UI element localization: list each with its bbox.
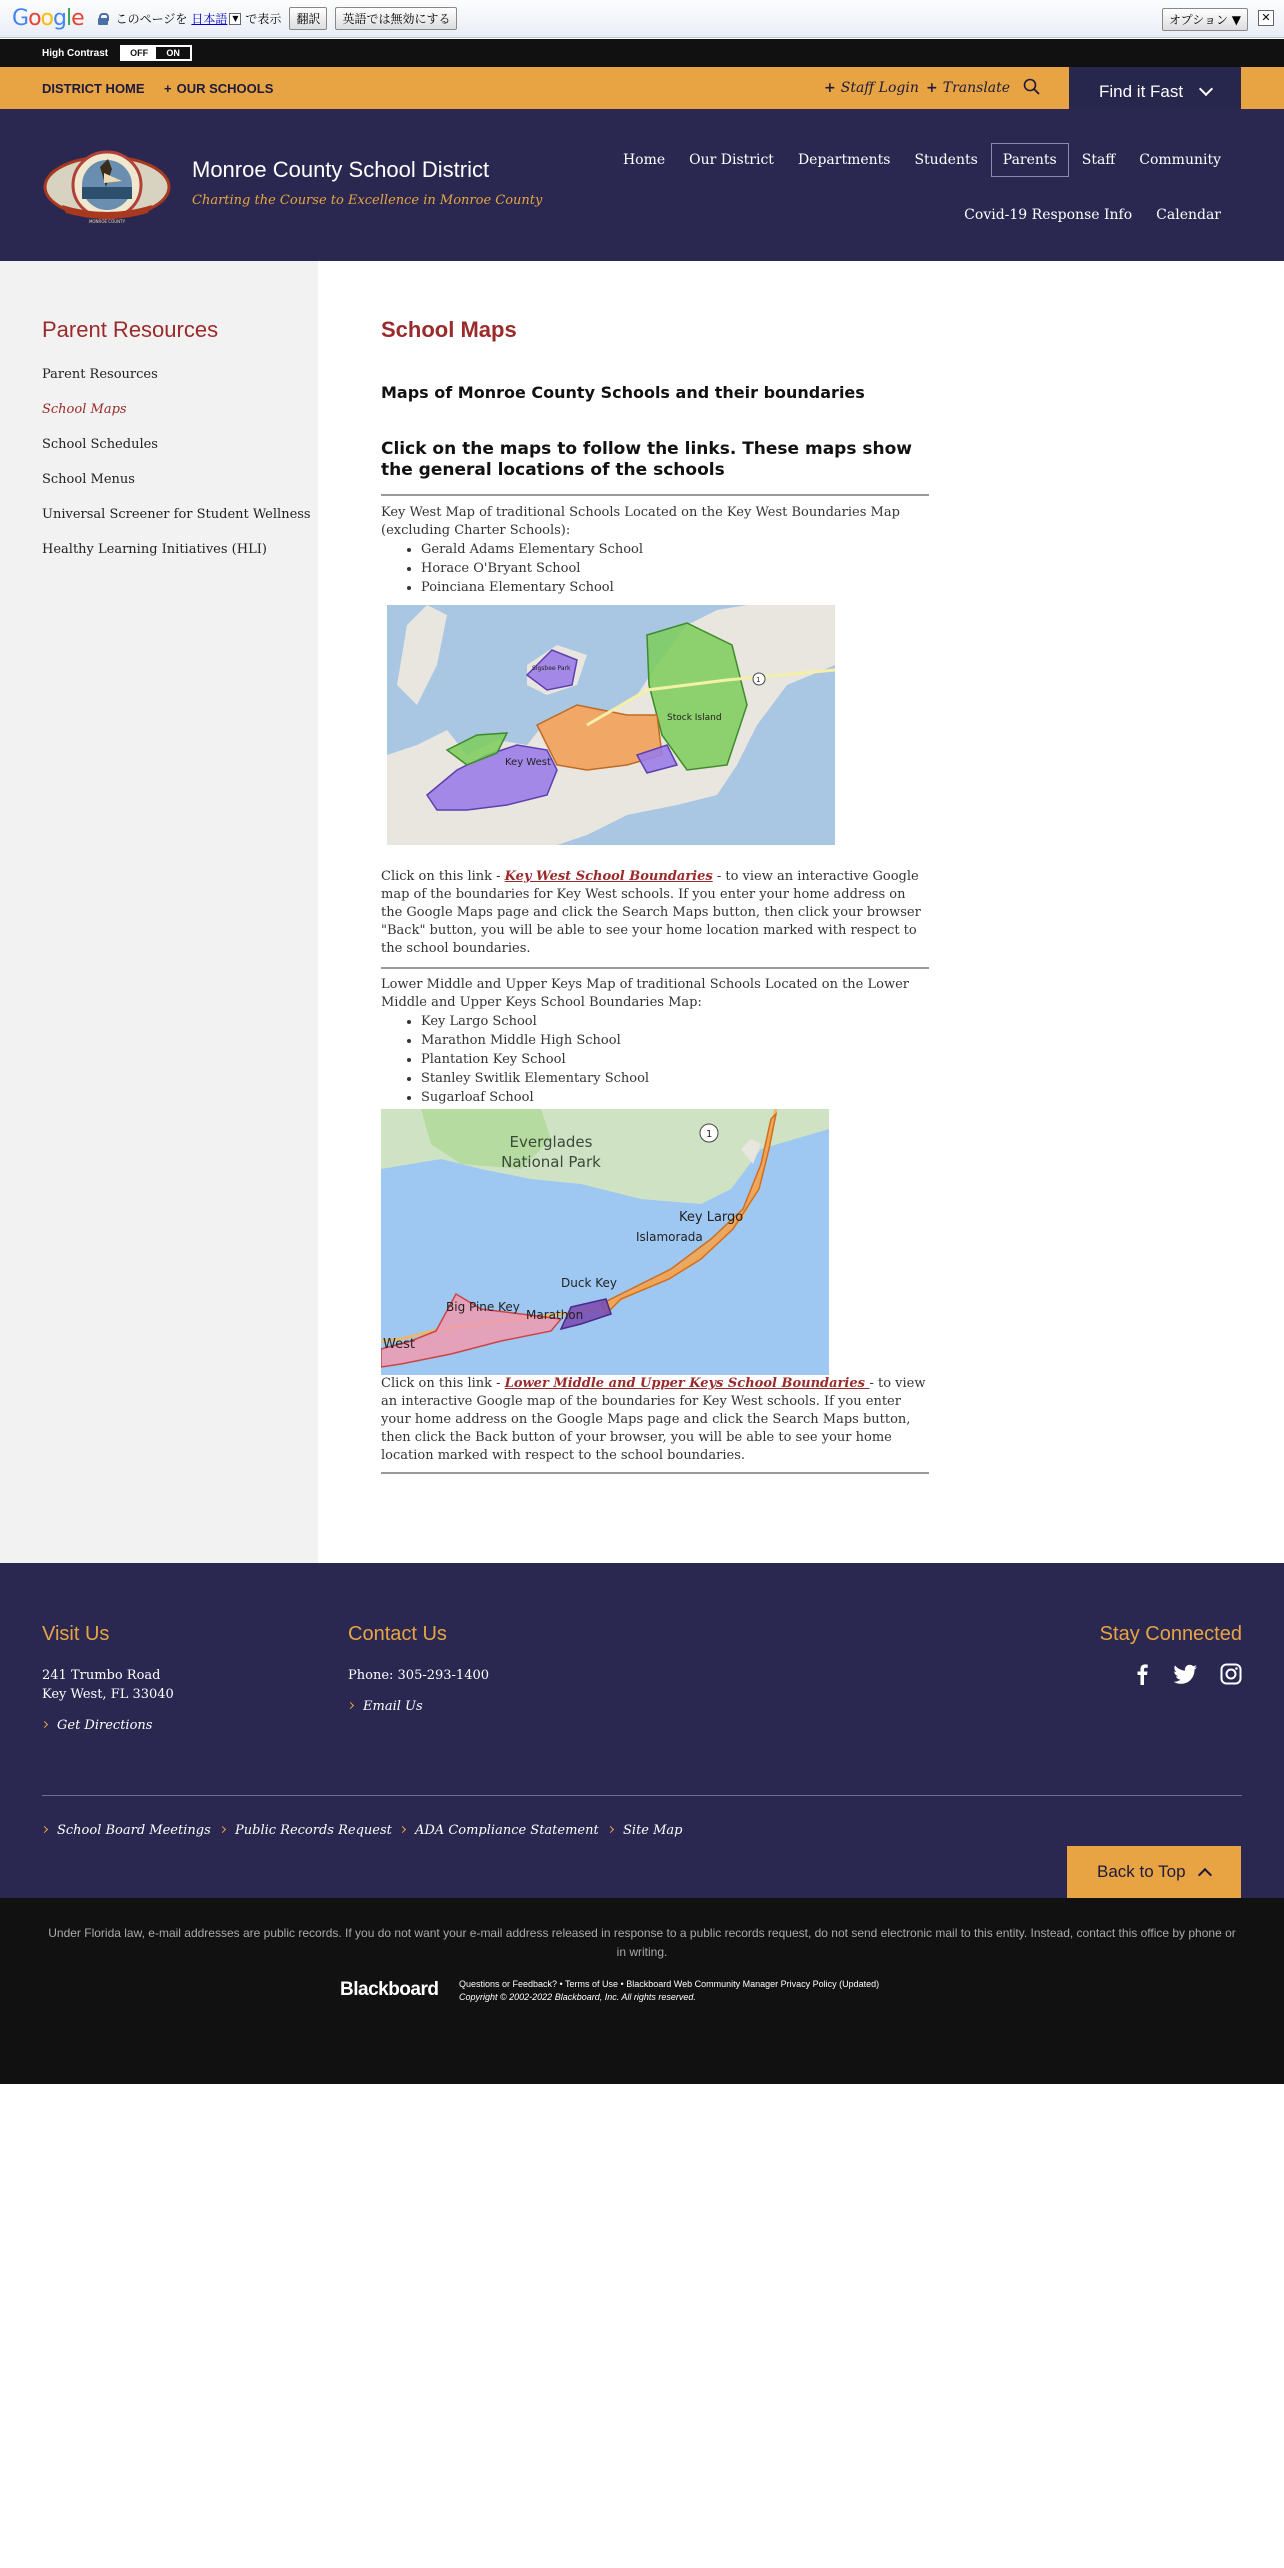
list-item: • Marathon Middle High School [421, 1031, 929, 1050]
translate-prefix: このページを [115, 12, 188, 26]
main-nav [610, 143, 1232, 177]
lower-middle-intro [381, 976, 929, 1107]
plus-icon: + [824, 80, 836, 96]
divider [381, 1472, 929, 1474]
phone-number: Phone: 305-293-1400 [348, 1668, 490, 1683]
chevron-down-icon [1199, 82, 1213, 96]
lower-middle-description [381, 1375, 929, 1465]
nav-parents[interactable]: Parents [991, 143, 1069, 177]
west-label: West [383, 1337, 415, 1352]
lower-middle-school-list [421, 1012, 929, 1107]
nav-students[interactable]: Students [914, 152, 978, 168]
our-schools-link[interactable] [164, 81, 273, 96]
get-directions-label: Get Directions [57, 1718, 153, 1733]
key-west-description [381, 868, 929, 958]
duck-key-label: Duck Key [561, 1276, 617, 1290]
translate-suffix: で表示 [245, 12, 282, 26]
high-contrast-toggle[interactable] [120, 45, 192, 61]
footer-link-label: Public Records Request [235, 1823, 392, 1838]
back-to-top-label: Back to Top [1097, 1862, 1186, 1881]
chevron-up-icon [1197, 1868, 1211, 1882]
maps-heading: Maps of Monroe County Schools and their boundaries [381, 383, 865, 402]
sidebar-title: Parent Resources [42, 317, 219, 342]
sidebar-item-school-maps[interactable]: School Maps [42, 402, 127, 417]
lock-icon [98, 13, 108, 25]
never-translate-button[interactable]: 英語では無効にする [335, 7, 457, 30]
footer-link-label: ADA Compliance Statement [415, 1823, 599, 1838]
lm-link-prefix: Click on this link - [381, 1376, 505, 1391]
chevron-right-icon [347, 1702, 354, 1709]
nav-our-district[interactable]: Our District [689, 152, 774, 168]
nav-home[interactable]: Home [622, 152, 666, 168]
footer-link-site-map[interactable] [608, 1823, 683, 1838]
marathon-label: Marathon [526, 1308, 584, 1322]
chevron-right-icon [399, 1826, 406, 1833]
visit-us-heading: Visit Us [42, 1623, 110, 1645]
facebook-icon[interactable] [1132, 1663, 1152, 1685]
chevron-right-icon [607, 1826, 614, 1833]
sidebar [0, 261, 318, 1563]
maps-subheading: Click on the maps to follow the links. These maps show the general locations of the schools [381, 439, 912, 480]
language-link[interactable]: 日本語 [191, 12, 228, 26]
sidebar-item-school-schedules[interactable]: School Schedules [42, 437, 158, 452]
blackboard-links [459, 1978, 879, 2004]
staff-login-label: Staff Login [840, 80, 919, 96]
list-item: • Gerald Adams Elementary School [421, 540, 929, 559]
big-pine-label: Big Pine Key [446, 1300, 520, 1314]
address-line1: 241 Trumbo Road [42, 1668, 161, 1683]
google-logo: Google [12, 6, 84, 31]
chevron-right-icon [41, 1721, 48, 1728]
get-directions-link[interactable] [42, 1718, 152, 1733]
copyright: Copyright © 2002-2022 Blackboard, Inc. All rights reserved. [459, 1992, 696, 2002]
district-logo[interactable] [42, 147, 172, 227]
blackboard-link-row[interactable]: Questions or Feedback? • Terms of Use • Blackboard Web Community Manager Privacy Policy (Updated) [459, 1979, 880, 1989]
sidebar-list [42, 367, 311, 577]
nav-staff[interactable]: Staff [1081, 152, 1116, 168]
plus-icon: + [926, 80, 938, 96]
route-1-label: 1 [706, 1129, 713, 1140]
footer-link-ada[interactable] [400, 1823, 599, 1838]
kw-link-suffix: - to view an interactive Google map of the boundaries for Key West schools. If you enter your home address on the Google Maps page and click the Search Maps button, then click your browser "Back" button, you will be able to see your home location marked with respect to the school boundaries. [381, 869, 921, 956]
kw-link-prefix: Click on this link - [381, 869, 505, 884]
nav-covid[interactable]: Covid-19 Response Info [964, 207, 1133, 223]
stay-connected-heading: Stay Connected [1099, 1623, 1242, 1645]
sidebar-item-parent-resources[interactable]: Parent Resources [42, 367, 158, 382]
nav-community[interactable]: Community [1139, 152, 1221, 168]
instagram-icon[interactable] [1220, 1663, 1242, 1685]
blackboard-logo[interactable]: Blackboard [340, 1979, 439, 2000]
list-item: • Poinciana Elementary School [421, 578, 929, 597]
key-largo-label: Key Largo [679, 1210, 744, 1225]
find-it-fast-label: Find it Fast [1099, 82, 1184, 101]
chevron-right-icon [41, 1826, 48, 1833]
site-tagline: Charting the Course to Excellence in Monroe County [192, 193, 543, 208]
contrast-bar [0, 39, 1284, 67]
district-home-link[interactable]: DISTRICT HOME [42, 81, 145, 96]
list-item: • Key Largo School [421, 1012, 929, 1031]
sidebar-item-universal-screener[interactable]: Universal Screener for Student Wellness [42, 507, 311, 522]
lower-middle-upper-keys-map[interactable] [381, 1109, 829, 1375]
stock-island-label: Stock Island [667, 713, 722, 723]
search-icon[interactable] [1022, 77, 1042, 97]
key-west-intro [381, 504, 929, 597]
footer-divider [42, 1795, 1242, 1796]
key-west-intro-text: Key West Map of traditional Schools Located on the Key West Boundaries Map (excluding Charter Schools): [381, 505, 900, 538]
contact-us-heading: Contact Us [348, 1623, 447, 1645]
footer-link-public-records[interactable] [220, 1823, 392, 1838]
staff-login-link[interactable] [824, 80, 919, 96]
nav-calendar[interactable]: Calendar [1156, 207, 1221, 223]
translate-link[interactable] [926, 80, 1010, 96]
high-contrast-label: High Contrast [42, 47, 109, 59]
footer-link-label: Site Map [623, 1823, 683, 1838]
islamorada-label: Islamorada [636, 1230, 703, 1244]
everglades-label-line2: National Park [501, 1153, 601, 1171]
email-us-link[interactable] [348, 1699, 423, 1714]
public-records-notice: Under Florida law, e-mail addresses are public records. If you do not want your e-mail address released in response to a public records request, do not send electronic mail to this entity. Instead, contact this office by phone or in writing. [48, 1926, 1236, 1959]
divider [381, 494, 929, 496]
svg-text:MONROE COUNTY: MONROE COUNTY [88, 219, 126, 224]
legal-footer [0, 1898, 1284, 2084]
key-west-label: Key West [505, 757, 551, 768]
email-us-label: Email Us [363, 1699, 423, 1714]
divider [381, 967, 929, 969]
address-line2: Key West, FL 33040 [42, 1687, 174, 1702]
lower-middle-intro-text: Lower Middle and Upper Keys Map of traditional Schools Located on the Lower Middle and Upper Keys School Boundaries Map: [381, 977, 910, 1010]
chevron-right-icon [219, 1826, 226, 1833]
key-west-boundaries-link[interactable]: Key West School Boundaries [504, 869, 713, 884]
secondary-nav [951, 199, 1232, 231]
sidebar-item-hli[interactable]: Healthy Learning Initiatives (HLI) [42, 542, 267, 557]
list-item: • Stanley Switlik Elementary School [421, 1069, 929, 1088]
list-item: • Sugarloaf School [421, 1088, 929, 1107]
route-1-label: 1 [756, 676, 761, 684]
sidebar-item-school-menus[interactable]: School Menus [42, 472, 135, 487]
toggle-off[interactable]: OFF [122, 47, 156, 59]
footer-link-school-board[interactable] [42, 1823, 211, 1838]
everglades-label-line1: Everglades [509, 1133, 593, 1151]
plus-icon: + [164, 81, 172, 96]
site-footer [0, 1563, 1284, 1898]
close-icon[interactable]: ✕ [1258, 10, 1274, 26]
social-links [1132, 1663, 1242, 1685]
page-title: School Maps [381, 317, 517, 342]
list-item: • Horace O'Bryant School [421, 559, 929, 578]
our-schools-label: OUR SCHOOLS [176, 81, 274, 96]
address [42, 1666, 174, 1704]
translate-label: Translate [942, 80, 1011, 96]
translate-button[interactable]: 翻訳 [289, 7, 327, 30]
sigsbee-label: Sigsbee Park [532, 665, 571, 672]
language-dropdown-icon[interactable]: ▼ [229, 13, 241, 25]
list-item: • Plantation Key School [421, 1050, 929, 1069]
twitter-icon[interactable] [1174, 1663, 1198, 1685]
site-header [0, 109, 1284, 261]
nav-departments[interactable]: Departments [797, 152, 891, 168]
translate-bar [0, 0, 1284, 38]
key-west-school-list [421, 540, 929, 597]
lm-link-suffix: - to view an interactive Google map of the boundaries for Key West schools. If you enter your home address on the Google Maps page and click the Search Maps button, then click the Back button of your browser, you will be able to see your home location marked with respect to the school boundaries. [381, 1376, 926, 1463]
lower-middle-boundaries-link[interactable]: Lower Middle and Upper Keys School Boundaries [504, 1376, 870, 1391]
footer-link-label: School Board Meetings [57, 1823, 211, 1838]
options-button[interactable]: オプション ▼ [1162, 8, 1248, 31]
back-to-top-button[interactable] [1067, 1846, 1241, 1898]
site-name[interactable]: Monroe County School District [192, 157, 490, 182]
key-west-map[interactable] [387, 605, 835, 845]
toggle-on[interactable]: ON [156, 47, 190, 59]
